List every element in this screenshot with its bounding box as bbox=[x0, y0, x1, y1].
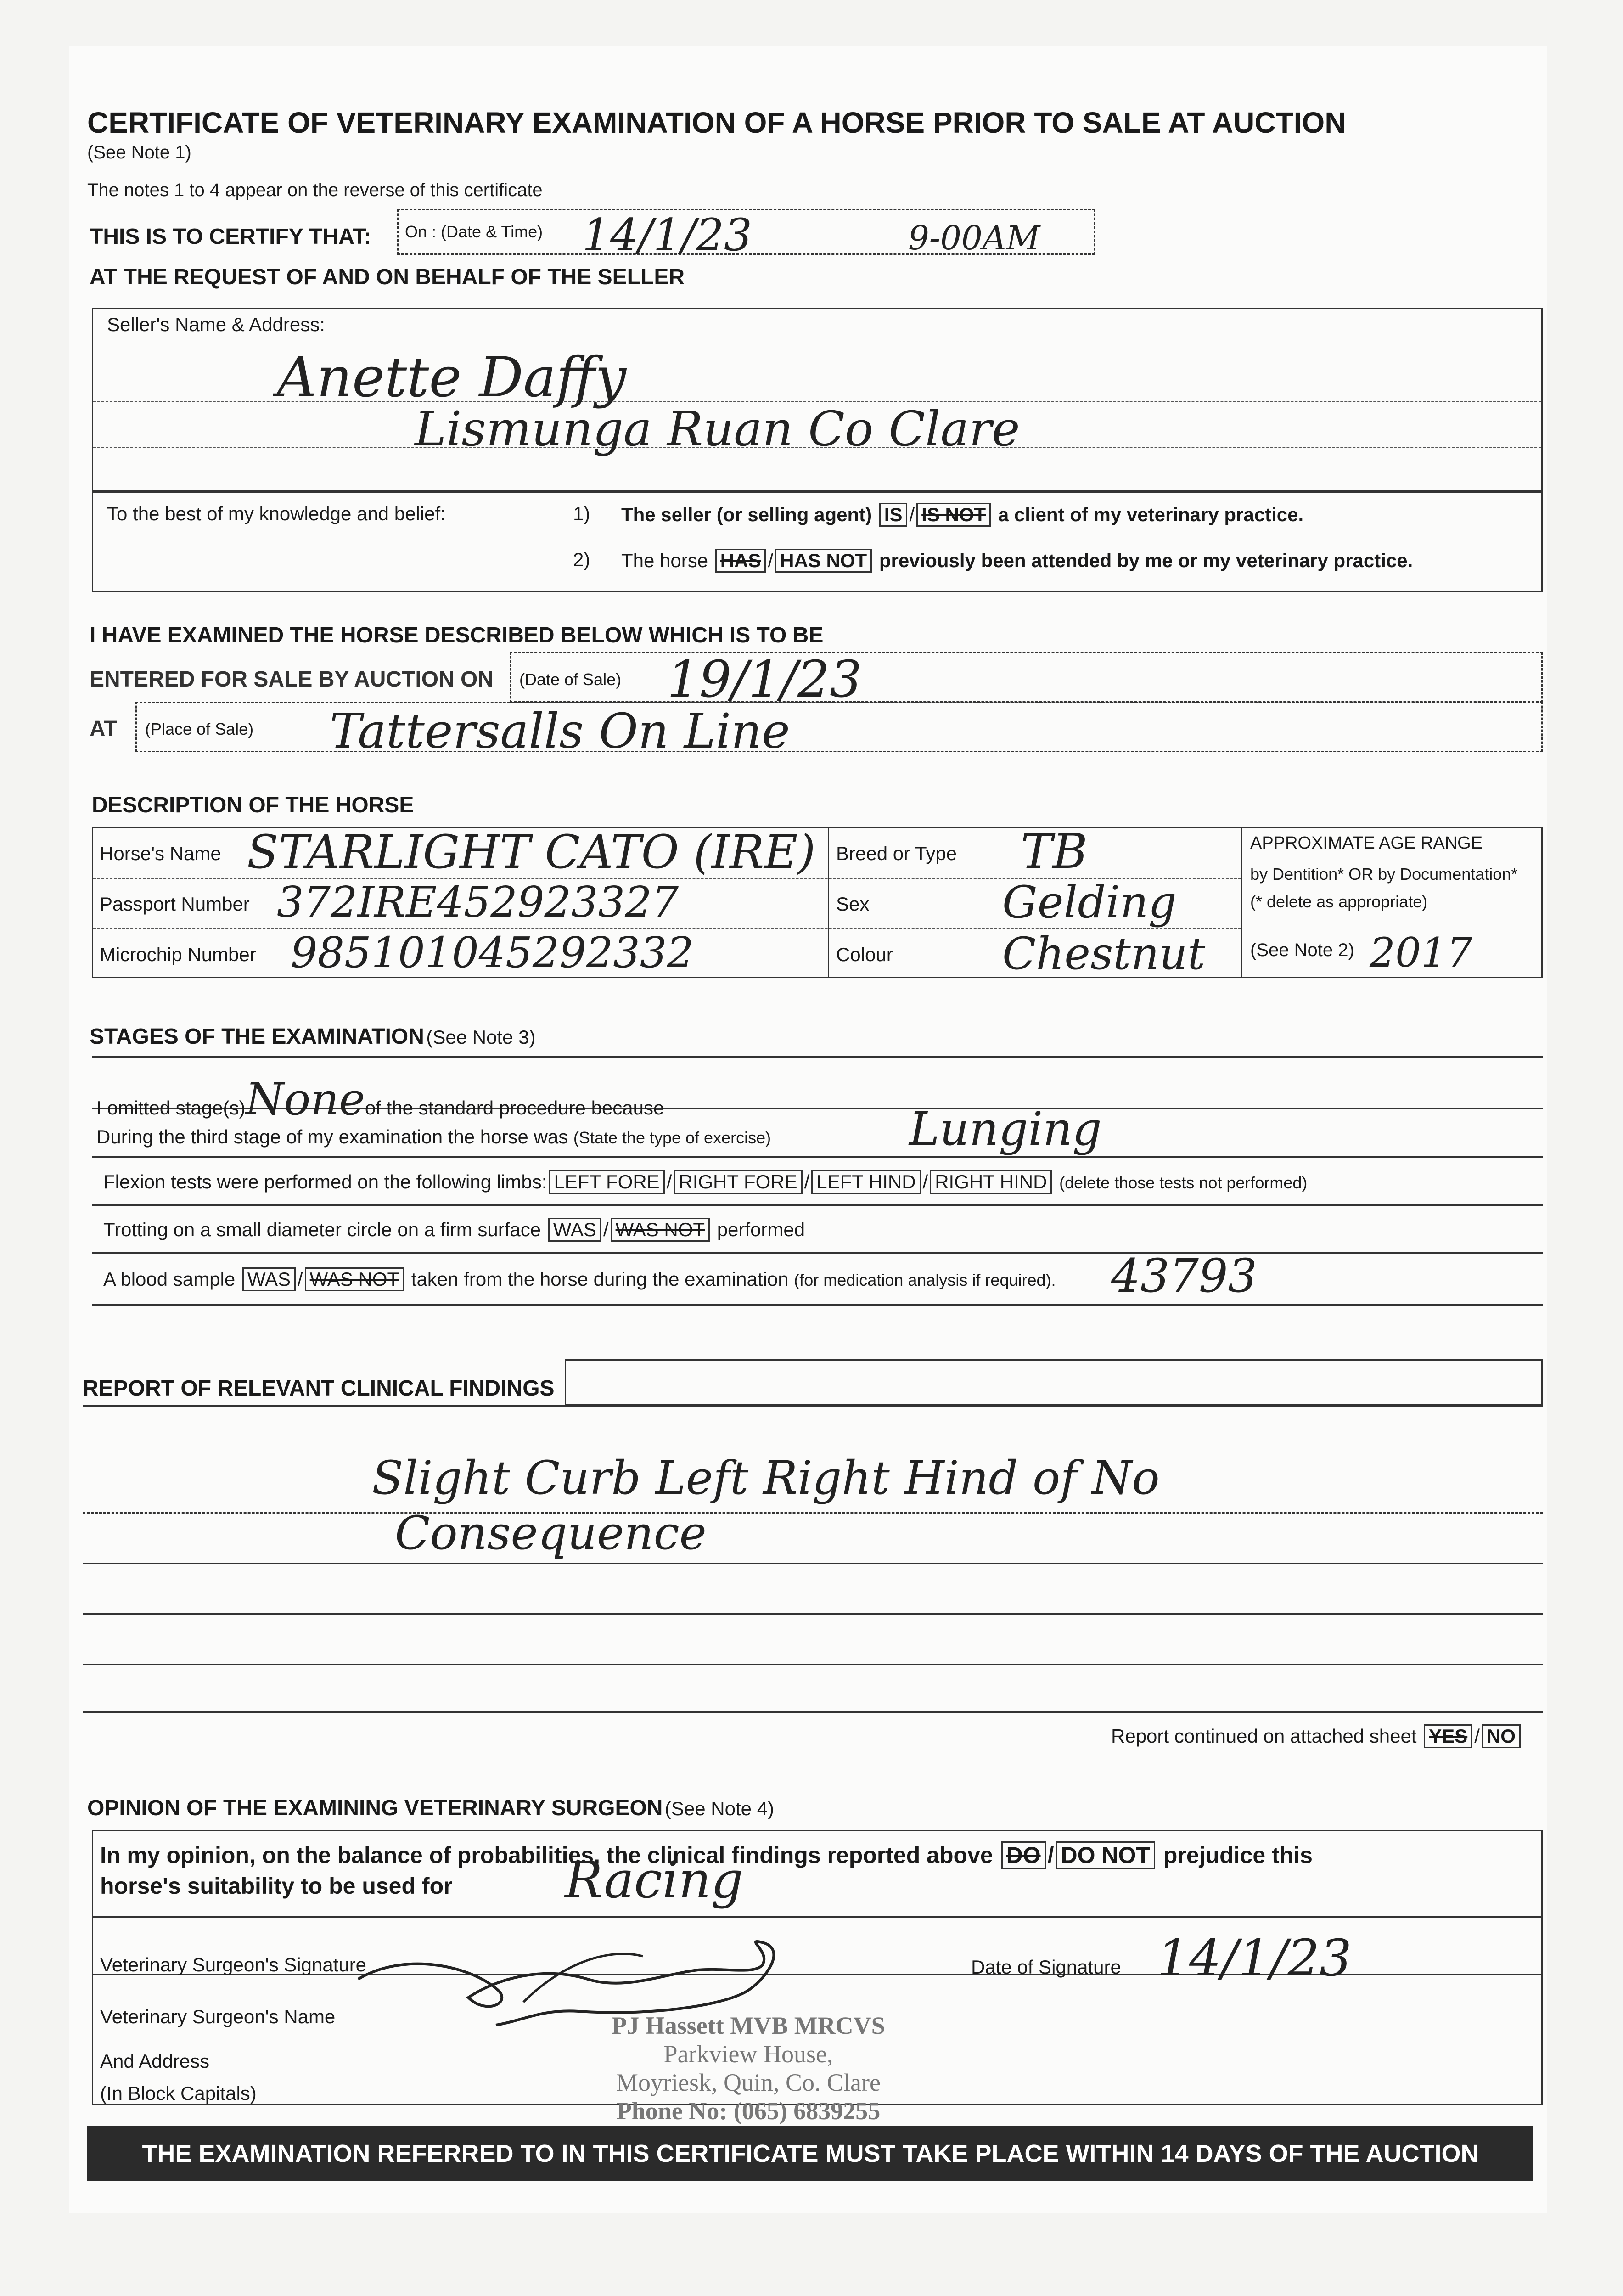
omitted-stage-value[interactable]: None bbox=[245, 1074, 365, 1125]
limb-left-fore[interactable]: LEFT FORE bbox=[549, 1170, 664, 1194]
exam-datetime-field[interactable] bbox=[397, 209, 1095, 261]
trot-was-option[interactable]: WAS bbox=[548, 1218, 601, 1242]
horse-name[interactable]: STARLIGHT CATO (IRE) bbox=[247, 825, 816, 879]
seller-box[interactable] bbox=[92, 308, 1543, 491]
item-1-number: 1) bbox=[573, 503, 590, 524]
limb-left-hind[interactable]: LEFT HIND bbox=[811, 1170, 921, 1194]
date-of-signature-label: Date of Signature bbox=[971, 1956, 1121, 1978]
age-range-by: by Dentition* OR by Documentation* bbox=[1250, 865, 1518, 884]
microchip-number[interactable]: 985101045292332 bbox=[291, 928, 694, 977]
on-label: On : (Date & Time) bbox=[405, 222, 543, 241]
place-of-sale-field[interactable] bbox=[135, 702, 1543, 759]
breed-value[interactable]: TB bbox=[1021, 823, 1088, 879]
omitted-text-b: of the standard procedure because bbox=[365, 1097, 664, 1119]
description-header: DESCRIPTION OF THE HORSE bbox=[92, 793, 414, 817]
omitted-text-a: I omitted stage(s) bbox=[96, 1097, 246, 1119]
flexion-text: Flexion tests were performed on the following limbs: bbox=[103, 1171, 547, 1193]
at-label: AT bbox=[90, 717, 118, 741]
blood-line: A blood sample WAS / WAS NOT taken from the horse during the examination (for medication analysis if required). bbox=[103, 1267, 1056, 1291]
blood-text-a: A blood sample bbox=[103, 1268, 236, 1290]
client-text-b: a client of my veterinary practice. bbox=[998, 504, 1304, 525]
age-value[interactable]: 2017 bbox=[1370, 929, 1472, 976]
stages-see-note-3: (See Note 3) bbox=[426, 1026, 536, 1048]
stamp-address-1: Parkview House, bbox=[663, 2040, 833, 2068]
exam-date: 14/1/23 bbox=[582, 209, 753, 261]
colour-label: Colour bbox=[836, 944, 893, 965]
trot-text-b: performed bbox=[717, 1219, 805, 1240]
sex-value[interactable]: Gelding bbox=[1002, 877, 1177, 928]
report-continued-text: Report continued on attached sheet bbox=[1111, 1725, 1417, 1747]
report-header-box bbox=[565, 1359, 1543, 1405]
third-stage-text: During the third stage of my examination the horse was bbox=[96, 1126, 568, 1148]
blood-text-b: taken from the horse during the examination bbox=[411, 1268, 789, 1290]
certify-label: THIS IS TO CERTIFY THAT: bbox=[90, 225, 371, 249]
stamp-name: PJ Hassett MVB MRCVS bbox=[612, 2012, 885, 2039]
continued-yes-option[interactable]: YES bbox=[1424, 1724, 1472, 1748]
flexion-note: (delete those tests not performed) bbox=[1059, 1173, 1308, 1192]
signature-label: Veterinary Surgeon's Signature bbox=[100, 1954, 367, 1975]
trot-line: Trotting on a small diameter circle on a firm surface WAS / WAS NOT performed bbox=[103, 1218, 805, 1242]
client-statement: The seller (or selling agent) IS / IS NOT a client of my veterinary practice. bbox=[621, 503, 1303, 527]
date-of-signature[interactable]: 14/1/23 bbox=[1157, 1929, 1352, 1987]
third-stage-note: (State the type of exercise) bbox=[573, 1128, 771, 1147]
knowledge-box bbox=[92, 491, 1543, 592]
sex-label: Sex bbox=[836, 893, 870, 915]
limb-right-fore[interactable]: RIGHT FORE bbox=[674, 1170, 802, 1194]
report-line-1[interactable]: Slight Curb Left Right Hind of No bbox=[372, 1451, 1160, 1505]
see-note-1: (See Note 1) bbox=[87, 142, 191, 163]
client-text-a: The seller (or selling agent) bbox=[621, 504, 872, 525]
limb-right-hind[interactable]: RIGHT HIND bbox=[930, 1170, 1052, 1194]
vet-stamp bbox=[519, 2011, 978, 2125]
stages-header-line bbox=[90, 1024, 535, 1049]
age-range-title: APPROXIMATE AGE RANGE bbox=[1250, 833, 1483, 853]
microchip-label: Microchip Number bbox=[100, 944, 256, 965]
continued-no-option[interactable]: NO bbox=[1482, 1724, 1521, 1748]
has-option[interactable]: HAS bbox=[715, 549, 766, 573]
opinion-text-c: horse's suitability to be used for bbox=[100, 1873, 453, 1899]
sale-date: 19/1/23 bbox=[667, 650, 862, 709]
trot-was-not-option[interactable]: WAS NOT bbox=[611, 1218, 710, 1242]
place-of-sale: Tattersalls On Line bbox=[330, 703, 790, 759]
seller-label: Seller's Name & Address: bbox=[107, 314, 325, 335]
notes-line: The notes 1 to 4 appear on the reverse of this certificate bbox=[87, 180, 543, 200]
block-capitals-note: (In Block Capitals) bbox=[100, 2082, 257, 2104]
seller-address: Lismunga Ruan Co Clare bbox=[415, 401, 1020, 457]
date-of-sale-label: (Date of Sale) bbox=[519, 670, 622, 689]
passport-label: Passport Number bbox=[100, 893, 250, 915]
opinion-statement: In my opinion, on the balance of probabilities, the clinical findings reported above DO / DO NOT prejudice this bbox=[100, 1841, 1313, 1869]
request-line: AT THE REQUEST OF AND ON BEHALF OF THE SELLER bbox=[90, 265, 685, 289]
report-header: REPORT OF RELEVANT CLINICAL FINDINGS bbox=[83, 1376, 555, 1401]
stages-header: STAGES OF THE EXAMINATION bbox=[90, 1024, 424, 1049]
attended-text-a: The horse bbox=[621, 550, 708, 571]
horse-description-table bbox=[92, 823, 1543, 979]
knowledge-label: To the best of my knowledge and belief: bbox=[107, 503, 446, 524]
item-2-number: 2) bbox=[573, 549, 590, 570]
has-not-option[interactable]: HAS NOT bbox=[775, 549, 872, 573]
certificate-title: CERTIFICATE OF VETERINARY EXAMINATION OF A HORSE PRIOR TO SALE AT AUCTION bbox=[87, 106, 1346, 139]
blood-was-not-option[interactable]: WAS NOT bbox=[305, 1267, 404, 1291]
opinion-see-note-4: (See Note 4) bbox=[664, 1798, 775, 1819]
opinion-text-b: prejudice this bbox=[1163, 1842, 1313, 1868]
footer-banner: THE EXAMINATION REFERRED TO IN THIS CERTIFICATE MUST TAKE PLACE WITHIN 14 DAYS OF THE AUCTION bbox=[87, 2126, 1533, 2181]
vet-address-label: And Address bbox=[100, 2050, 210, 2072]
examined-line: I HAVE EXAMINED THE HORSE DESCRIBED BELOW WHICH IS TO BE bbox=[90, 623, 824, 647]
omitted-stage-line bbox=[96, 1074, 664, 1125]
attended-text-b: previously been attended by me or my veterinary practice. bbox=[879, 550, 1413, 571]
blood-sample-number[interactable]: 43793 bbox=[1111, 1249, 1258, 1303]
breed-label: Breed or Type bbox=[836, 843, 957, 864]
passport-number[interactable]: 372IRE452923327 bbox=[277, 878, 679, 927]
age-see-note-2: (See Note 2) bbox=[1250, 940, 1354, 960]
report-continued-line: Report continued on attached sheet YES / NO bbox=[1111, 1724, 1522, 1748]
opinion-do-option[interactable]: DO bbox=[1001, 1841, 1046, 1869]
opinion-header: OPINION OF THE EXAMINING VETERINARY SURGEON bbox=[87, 1796, 663, 1820]
is-option[interactable]: IS bbox=[879, 503, 908, 527]
opinion-text-a: In my opinion, on the balance of probabilities, the clinical findings reported above bbox=[100, 1842, 993, 1868]
is-not-option[interactable]: IS NOT bbox=[916, 503, 991, 527]
colour-value[interactable]: Chestnut bbox=[1002, 928, 1206, 979]
exam-time: 9-00AM bbox=[908, 219, 1040, 257]
trot-text-a: Trotting on a small diameter circle on a firm surface bbox=[103, 1219, 541, 1240]
suitability-use[interactable]: Racing bbox=[565, 1851, 743, 1909]
stamp-phone: Phone No: (065) 6839255 bbox=[616, 2097, 881, 2125]
seller-name: Anette Daffy bbox=[277, 346, 627, 410]
age-range-delete-note: (* delete as appropriate) bbox=[1250, 892, 1428, 911]
attended-statement: The horse HAS / HAS NOT previously been attended by me or my veterinary practice. bbox=[621, 549, 1413, 573]
horse-name-label: Horse's Name bbox=[100, 843, 221, 864]
opinion-header-line bbox=[87, 1795, 774, 1821]
exercise-type[interactable]: Lunging bbox=[909, 1102, 1102, 1156]
third-stage-line bbox=[96, 1126, 771, 1148]
sale-date-field[interactable] bbox=[510, 650, 1543, 709]
report-line-2[interactable]: Consequence bbox=[395, 1506, 707, 1560]
blood-note: (for medication analysis if required). bbox=[794, 1271, 1056, 1289]
blood-was-option[interactable]: WAS bbox=[242, 1267, 296, 1291]
vet-name-label: Veterinary Surgeon's Name bbox=[100, 2006, 336, 2027]
stamp-address-2: Moyriesk, Quin, Co. Clare bbox=[616, 2069, 881, 2096]
flexion-line: Flexion tests were performed on the following limbs: LEFT FORE / RIGHT FORE / LEFT HIND / RIGHT HIND (delete those tests not performed) bbox=[103, 1170, 1307, 1194]
place-of-sale-label: (Place of Sale) bbox=[145, 720, 254, 738]
opinion-do-not-option[interactable]: DO NOT bbox=[1056, 1841, 1155, 1869]
entered-line: ENTERED FOR SALE BY AUCTION ON bbox=[90, 667, 494, 692]
